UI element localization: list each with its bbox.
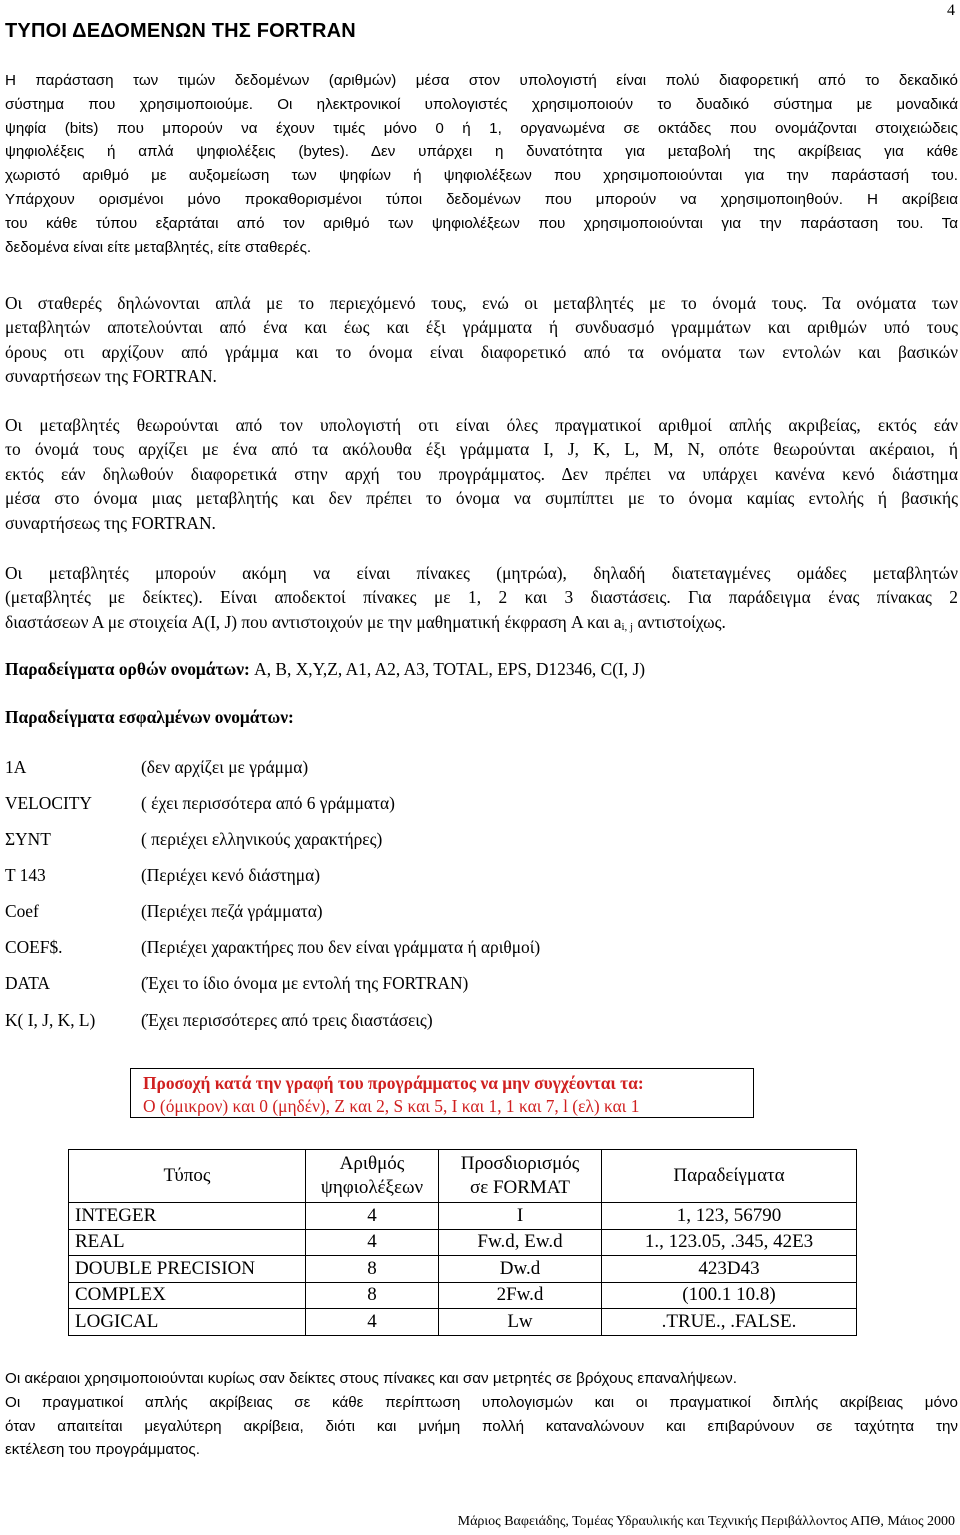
bad-example-reason: (Περιέχει κενό διάστημα) bbox=[141, 865, 321, 885]
text-line: όρους οτι αρχίζουν από γράμμα και το όνομα είναι διαφορετικό από τα ονόματα των εντολών και βασικών bbox=[5, 341, 958, 362]
table-cell: 8 bbox=[306, 1282, 439, 1309]
table-row bbox=[69, 1282, 857, 1309]
text-line: συναρτήσεων της FORTRAN. bbox=[5, 366, 217, 387]
bad-example-reason: ( έχει περισσότερα από 6 γράμματα) bbox=[141, 793, 395, 813]
table-cell: 2Fw.d bbox=[439, 1282, 602, 1309]
bad-example-reason: (Έχει το ίδιο όνομα με εντολή της FORTRAN) bbox=[141, 973, 469, 993]
text-line: διαστάσεων Α με στοιχεία A(I, J) που αντιστοιχούν με την μαθηματική έκφραση A και $a_{i, j}$ αντιστοίχως. bbox=[5, 611, 726, 633]
text-line: ψηφιολέξεις ή απλά ψηφιολέξεις (bytes). Δεν υπάρχει η δυνατότητα για μεταβολή της ακρίβειας για κάθε bbox=[5, 143, 958, 161]
text-line: Οι μεταβλητές θεωρούνται από τον υπολογιστή οτι είναι όλες πραγματικοί αριθμοί απλής ακριβείας, εκτός εάν bbox=[5, 415, 958, 435]
table-cell: DOUBLE PRECISION bbox=[69, 1256, 306, 1283]
bad-example-reason: (Περιέχει πεζά γράμματα) bbox=[141, 901, 323, 921]
text-line: συναρτήσεως της FORTRAN. bbox=[5, 512, 216, 533]
table-cell: COMPLEX bbox=[69, 1282, 306, 1309]
page-number: 4 bbox=[947, 2, 955, 19]
table-cell: 423D43 bbox=[602, 1256, 857, 1283]
text-line: σύστημα που χρησιμοποιούμε. Οι ηλεκτρονικοί υπολογιστές χρησιμοποιούν το δυαδικό σύστημα με μοναδικά bbox=[5, 95, 958, 113]
bad-example-reason: (Περιέχει χαρακτήρες που δεν είναι γράμματα ή αριθμοί) bbox=[141, 937, 541, 957]
good-examples-value: A, B, X,Y,Z, A1, A2, A3, TOTAL, EPS, D12346, C(I, J) bbox=[249, 659, 646, 679]
table-cell: 4 bbox=[306, 1229, 439, 1256]
table-cell: 1, 123, 56790 bbox=[602, 1203, 857, 1230]
text-line: ψηφία (bits) που μπορούν να έχουν τιμές μόνο 0 ή 1, οργανωμένα σε οκτάδες που ονομάζονται στοιχειώδεις bbox=[5, 119, 958, 137]
table-cell: I bbox=[439, 1203, 602, 1230]
table-cell: 4 bbox=[306, 1309, 439, 1336]
table-cell: REAL bbox=[69, 1229, 306, 1256]
paragraph-arrays bbox=[5, 561, 958, 639]
text-line: εκτός εάν δηλωθούν διαφορετικά στην αρχή του προγράμματος. Δεν πρέπει να υπάρχει κανένα κενό διάστημα bbox=[5, 463, 958, 484]
text-line: μέσα στο όνομα μιας μεταβλητής και δεν πρέπει το όνομα να συμπίπτει με το όνομα καμίας εντολής ή βασικής bbox=[5, 488, 958, 509]
table-cell: Dw.d bbox=[439, 1256, 602, 1283]
column-header-type: Τύπος bbox=[69, 1150, 306, 1203]
good-examples bbox=[5, 657, 958, 681]
text-line: του κάθε τύπου εξαρτάται από τον αριθμό των ψηφιολέξεων που χρησιμοποιούνται για την παράσταση του. Τα bbox=[5, 214, 958, 232]
text-line: (μεταβλητές με δείκτες). Είναι αποδεκτοί πίνακες με 1, 2 και 3 διαστάσεις. Για παράδειγμα ένας πίνακας 2 bbox=[5, 587, 958, 608]
warning-title: Προσοχή κατά την γραφή του προγράμματος να μην συγχέονται τα: bbox=[143, 1073, 644, 1093]
table-cell: LOGICAL bbox=[69, 1309, 306, 1336]
paragraph-usage bbox=[5, 1367, 958, 1462]
table-cell: INTEGER bbox=[69, 1203, 306, 1230]
table-row bbox=[69, 1256, 857, 1283]
bad-example-name: K( I, J, K, L) bbox=[5, 1010, 96, 1030]
table-row bbox=[69, 1203, 857, 1230]
text-line: Υπάρχουν ορισμένοι μόνο προκαθορισμένοι τύποι δεδομένων που μπορούν να χρησιμοποιηθούν. Η ακρίβεια bbox=[5, 190, 958, 208]
text-line: Οι μεταβλητές μπορούν ακόμη να είναι πίνακες (μητρώα), δηλαδή διατεταγμένες ομάδες μεταβλητών bbox=[5, 563, 958, 583]
bad-example-name: DATA bbox=[5, 973, 50, 993]
text-line: Οι σταθερές δηλώνονται απλά με το περιεχόμενό τους, ενώ οι μεταβλητές με το όνομά τους. Τα ονόματα των bbox=[5, 293, 958, 313]
text-line: Οι ακέραιοι χρησιμοποιούνται κυρίως σαν δείκτες στους πίνακες και σαν μετρητές σε βρόχους επαναλήψεων. bbox=[5, 1370, 737, 1387]
table-row bbox=[69, 1229, 857, 1256]
table-cell: .TRUE., .FALSE. bbox=[602, 1309, 857, 1336]
bad-example-name: T 143 bbox=[5, 865, 46, 885]
text-line: Η παράσταση των τιμών δεδομένων (αριθμών) μέσα στον υπολογιστή είναι πολύ διαφορετική από το δεκαδικό bbox=[5, 72, 958, 89]
data-types-table bbox=[68, 1149, 857, 1336]
bad-example-name: VELOCITY bbox=[5, 793, 92, 813]
text-line: μεταβλητών αποτελούνται από ένα και έως και έξι γράμματα ή συνδυασμό γραμμάτων και αριθμών υπό τους bbox=[5, 317, 958, 338]
bad-example-reason: (δεν αρχίζει με γράμμα) bbox=[141, 757, 309, 777]
text-line: Οι πραγματικοί απλής ακρίβειας σε κάθε περίπτωση υπολογισμών και οι πραγματικοί διπλής ακρίβειας μόνο bbox=[5, 1393, 958, 1411]
page-footer: Μάριος Βαφειάδης, Τομέας Υδραυλικής και Τεχνικής Περιβάλλοντος ΑΠΘ, Μάιος 2000 bbox=[457, 1514, 955, 1529]
page-title: ΤΥΠΟΙ ΔΕΔΟΜΕΝΩΝ ΤΗΣ FORTRAN bbox=[5, 20, 356, 42]
column-header-bytes: Αριθμός ψηφιολέξεων bbox=[306, 1150, 439, 1203]
bad-examples-heading: Παραδείγματα εσφαλμένων ονομάτων: bbox=[5, 707, 294, 727]
warning-text: Ο (όμικρον) και 0 (μηδέν), Z και 2, S και 5, I και 1, 1 και 7, l (ελ) και 1 bbox=[143, 1096, 640, 1116]
table-cell: 4 bbox=[306, 1203, 439, 1230]
bad-example-name: COEF$. bbox=[5, 937, 63, 957]
bad-example-name: 1A bbox=[5, 757, 27, 777]
table-cell: Lw bbox=[439, 1309, 602, 1336]
bad-example-reason: ( περιέχει ελληνικούς χαρακτήρες) bbox=[141, 829, 383, 849]
good-examples-label: Παραδείγματα ορθών ονομάτων: bbox=[5, 659, 250, 679]
text-line: δεδομένα είναι είτε μεταβλητές, είτε σταθερές. bbox=[5, 238, 312, 256]
bad-example-reason: (Έχει περισσότερες από τρεις διαστάσεις) bbox=[141, 1010, 433, 1030]
text-line: όταν απαιτείται μεγαλύτερη ακρίβεια, διότι και μνήμη πολλή καταναλώνουν και επιβαρύνουν σε ταχύτητα την bbox=[5, 1417, 958, 1435]
table-cell: 1., 123.05, .345, 42E3 bbox=[602, 1229, 857, 1256]
text-line: το όνομά τους αρχίζει με ένα από τα ακόλουθα έξι γράμματα I, J, K, L, M, N, οπότε θεωρούνται ακέραιοι, ή bbox=[5, 439, 958, 460]
table-cell: 8 bbox=[306, 1256, 439, 1283]
table-row bbox=[69, 1309, 857, 1336]
column-header-format: Προσδιορισμός σε FORMAT bbox=[439, 1150, 602, 1203]
table-cell: Fw.d, Ew.d bbox=[439, 1229, 602, 1256]
bad-example-name: ΣΥΝΤ bbox=[5, 829, 51, 849]
bad-example-name: Coef bbox=[5, 901, 39, 921]
paragraph-names bbox=[5, 291, 958, 389]
text-line: εκτέλεση του προγράμματος. bbox=[5, 1441, 200, 1459]
text-line: χωριστό αριθμό με αυξομείωση των ψηφίων ή ψηφιολέξεων που χρησιμοποιούνται για την παράστασή του. bbox=[5, 167, 958, 185]
table-header-row bbox=[69, 1150, 857, 1203]
paragraph-intro bbox=[5, 69, 958, 259]
warning-box bbox=[130, 1068, 754, 1118]
paragraph-variables bbox=[5, 413, 958, 535]
table-cell: (100.1 10.8) bbox=[602, 1282, 857, 1309]
column-header-examples: Παραδείγματα bbox=[602, 1150, 857, 1203]
